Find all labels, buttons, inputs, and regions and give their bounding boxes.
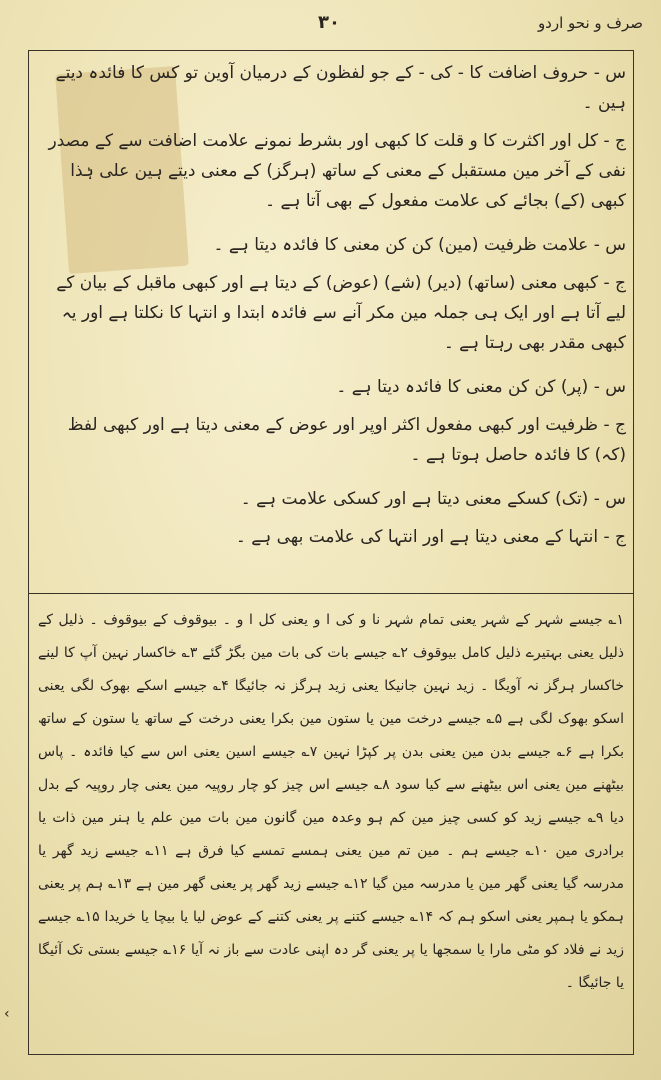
question-2: س - علامت ظرفیت (مین) کن کن معنی کا فائدہ دیتا ہے ۔ xyxy=(213,235,626,255)
qa-section xyxy=(38,58,626,588)
question-1: س - حروف اضافت کا - کی - کے جو لفظون کے درمیان آوین تو کس کا فائدہ دیتے ہین ۔ xyxy=(55,63,626,113)
running-head: صرف و نحو اردو xyxy=(537,14,643,32)
answer-1: ج - کل اور اکثرت کا و قلت کا کبھی اور بشرط نمونے علامت اضافت سے کے مصدر نفی کے آخر مین مستقبل کے معنی کے ساتھ (ہرگز) کے معنی دیتے ہین علی ہٰذا کبھی (کے) بجائے کی علامت مفعول کے بھی آتا ہے ۔ xyxy=(48,131,626,211)
footnote-text: ۱؎ جیسے شہر کے شہر یعنی تمام شہر نا و کی ا و یعنی کل ا و ۔ بیوقوف کے بیوقوف ۔ ذلیل کے ذلیل یعنی بہتیرے ذلیل کامل بیوقوف ۲؎ جیسے بات کی بات مین بگڑ گئے ۳؎ خاکسار نہین آپ کا لینے خاکسار ہرگز نہ آویگا ۔ زید نہین جانیکا یعنی زید ہرگز نہ جائیگا ۴؎ جیسے اسکے بھوک لگی یعنی اسکو بھوک لگی ہے ۵؎ جیسے درخت مین یا ستون مین بکرا یعنی درخت کے ساتھ یا ستون کے ساتھ بکرا ہے ۶؎ جیسے بدن مین یعنی بدن پر کپڑا نہین ۷؎ جیسے اسین یعنی اس سے کیا فائدہ ۔ پاس بیٹھنے مین یعنی اس بیٹھنے سے کیا سود ۸؎ جیسے اس چیز کو چار روپیہ مین یعنی چار روپیہ کے بدل دیا ۹؎ جیسے زید کو کسی چیز مین کم ہو وعدہ مین گانون مین بات مین علم یا ہنر مین ذات یا برادری مین ۱۰؎ جیسے ہم ۔ مین تم مین یعنی ہمسے تمسے کیا فرق ہے ۱۱؎ جیسے زید گھر یا مدرسہ گیا یعنی گھر مین یا مدرسہ مین گیا ۱۲؎ جیسے زید گھر پر یعنی گھر مین ہے ۱۳؎ ہم پر یعنی ہمکو یا ہمپر یعنی اسکو ہم کہ ۱۴؎ جیسے کتنے پر یعنی کتنے کے عوض لیا یا بیچا یا خریدا ۱۵؎ جیسے زید نے فلاد کو مٹی مارا یا سمجھا یا پر یعنی گر دہ اپنی عادت سے باز نہ آیا ۱۶؎ جیسے بستی تک آئیگا یا جائیگا ۔ xyxy=(38,612,624,991)
answer-3: ج - ظرفیت اور کبھی مفعول اکثر اوپر اور عوض کے معنی دیتا ہے اور کبھی لفظ (کہ) کا فائدہ حاصل ہوتا ہے ۔ xyxy=(67,415,626,465)
question-4: س - (تک) کسکے معنی دیتا ہے اور کسکی علامت ہے ۔ xyxy=(240,489,626,509)
question-3: س - (پر) کن کن معنی کا فائدہ دیتا ہے ۔ xyxy=(336,377,626,397)
margin-mark: ‹ xyxy=(4,1006,10,1022)
page-number: ۳۰ xyxy=(318,12,340,33)
answer-4: ج - انتہا کے معنی دیتا ہے اور انتہا کی علامت بھی ہے ۔ xyxy=(235,527,626,547)
footnotes xyxy=(38,604,624,1044)
section-divider xyxy=(28,593,634,594)
answer-2: ج - کبھی معنی (ساتھ) (دیر) (شے) (عوض) کے دیتا ہے اور کبھی ماقبل کے بیان کے لیے آتا ہے اور ایک ہی جملہ مین مکر آنے سے فائدہ ابتدا و انتہا کا نکلتا ہے اور یہ کبھی مقدر بھی رہتا ہے ۔ xyxy=(56,273,626,353)
